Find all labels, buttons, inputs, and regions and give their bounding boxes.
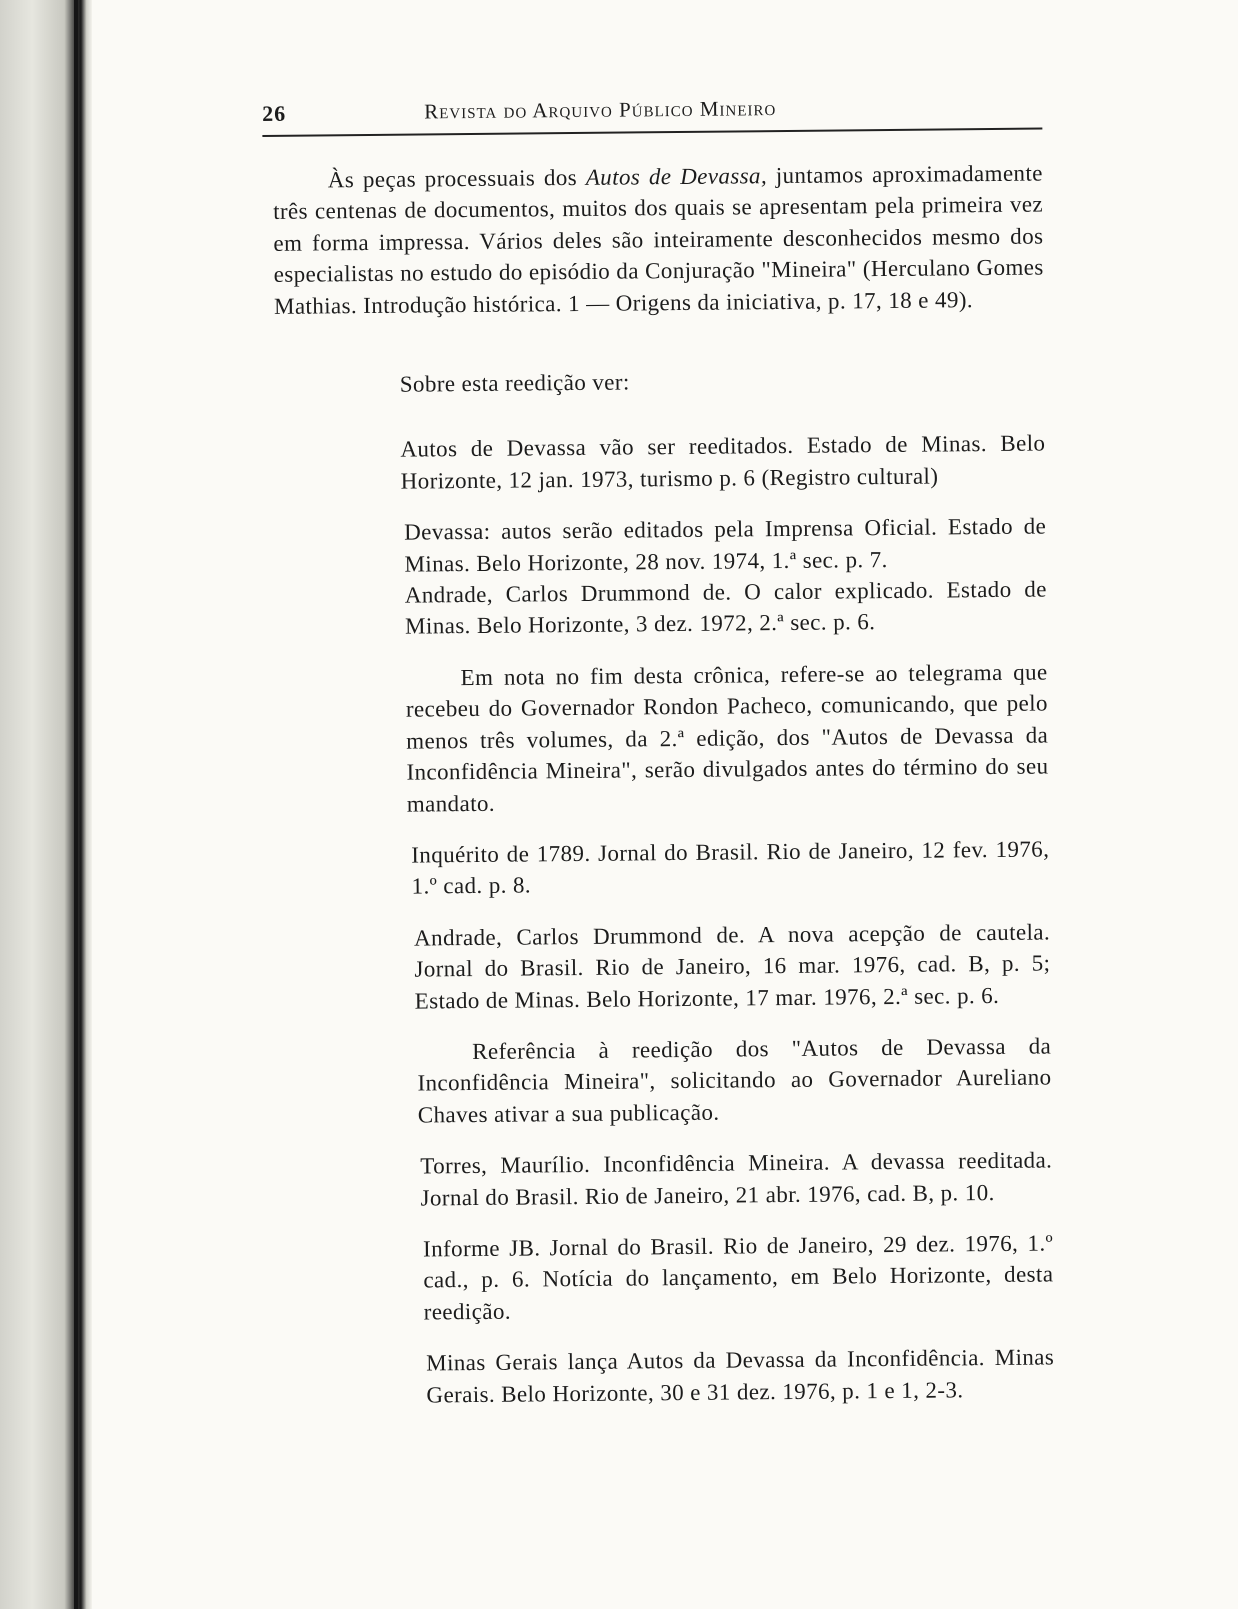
intro-rest: juntamos aproximadamente três centenas de documentos, muitos dos quais se apresentam pela primeira vez em forma impressa. Vários deles são inteiramente desconhecidos mesmo dos especialistas no estudo do episódio da Conjuração "Mineira" (Herculano Gomes Mathias. Introdução histórica. 1 — Origens da iniciativa, p. 17, 18 e 49).: [273, 160, 1044, 319]
subheading: Sobre esta reedição ver:: [399, 369, 630, 397]
bibliography-entry: Minas Gerais lança Autos da Devassa da Inconfidência. Minas Gerais. Belo Horizonte, 30 e 31 dez. 1976, p. 1 e 1, 2-3.: [426, 1344, 1055, 1408]
binding-shadow: [74, 0, 78, 1609]
bibliography-entry: Informe JB. Jornal do Brasil. Rio de Janeiro, 29 dez. 1976, 1.º cad., p. 6. Notícia do lançamento, em Belo Horizonte, desta reedição.: [422, 1230, 1054, 1325]
bibliography-entry: Torres, Maurílio. Inconfidência Mineira. A devassa reeditada. Jornal do Brasil. Rio de Janeiro, 21 abr. 1976, cad. B, p. 10.: [420, 1147, 1053, 1211]
bibliography-entry: Devassa: autos serão editados pela Imprensa Oficial. Estado de Minas. Belo Horizonte, 28 nov. 1974, 1.ª sec. p. 7.: [404, 513, 1047, 577]
entry-note: Referência à reedição dos "Autos de Devassa da Inconfidência Mineira", solicitando ao Governador Aureliano Chaves ativar a sua publicação.: [417, 1033, 1052, 1128]
page-number: 26: [262, 100, 287, 126]
entry-note: Em nota no fim desta crônica, refere-se ao telegrama que recebeu do Governador Rondon Pacheco, comunicando, que pelo menos três volumes, da 2.ª edição, dos "Autos de Devassa da Inconfidência Mineira", serão divulgados antes do término do seu mandato.: [405, 659, 1049, 817]
intro-paragraph: [263, 158, 1044, 323]
bibliography-entry: Autos de Devassa vão ser reeditados. Estado de Minas. Belo Horizonte, 12 jan. 1973, turismo p. 6 (Registro cultural): [400, 430, 1046, 494]
intro-prefix: Às peças processuais dos: [327, 164, 586, 193]
bibliography-entry: Andrade, Carlos Drummond de. O calor explicado. Estado de Minas. Belo Horizonte, 3 dez. 1972, 2.ª sec. p. 6.: [404, 576, 1047, 640]
intro-title: Autos de Devassa,: [585, 163, 768, 190]
bibliography-entry: Inquérito de 1789. Jornal do Brasil. Rio de Janeiro, 12 fev. 1976, 1.º cad. p. 8.: [411, 836, 1050, 899]
book-gutter: [0, 0, 92, 1609]
bibliography-entry: Andrade, Carlos Drummond de. A nova acepção de cautela. Jornal do Brasil. Rio de Janeiro, 16 mar. 1976, cad. B, p. 5; Estado de Minas. Belo Horizonte, 17 mar. 1976, 2.ª sec. p. 6.: [413, 919, 1051, 1014]
page-header: [262, 88, 1042, 137]
running-title: Revista do Arquivo Público Mineiro: [424, 96, 777, 124]
document-page: [262, 88, 1056, 1595]
